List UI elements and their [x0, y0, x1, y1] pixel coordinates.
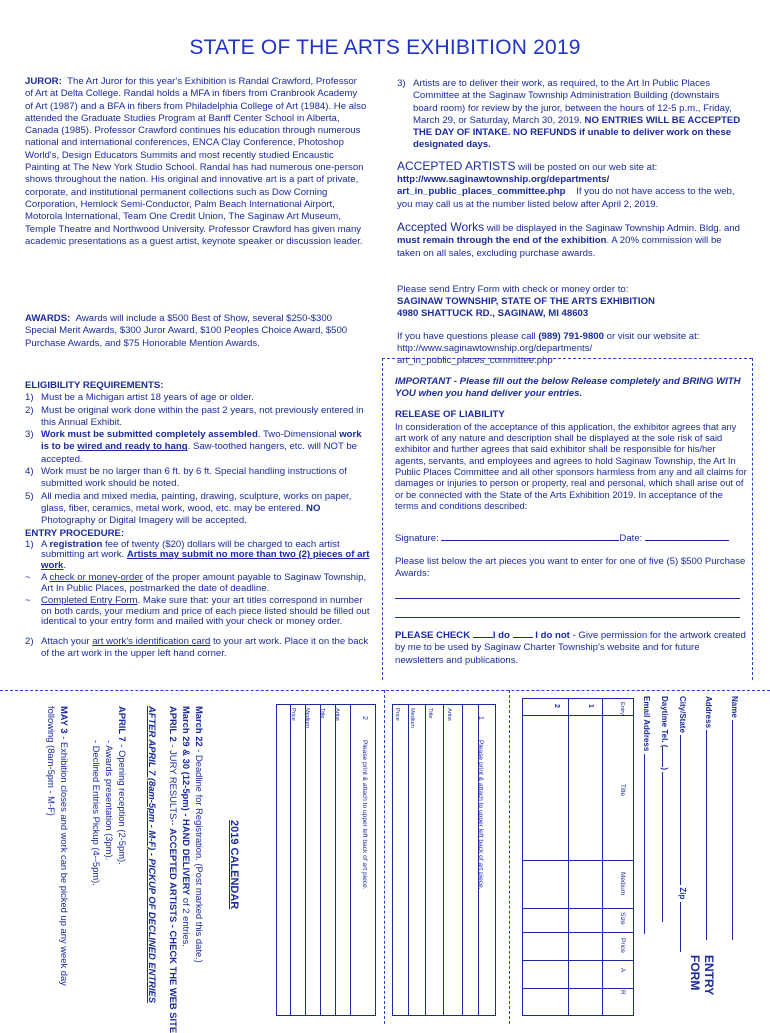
table-header-size: Size — [619, 912, 626, 925]
form-field-email[interactable]: Email Address — [640, 696, 652, 934]
card-instruction: Please print & attach to upper left back of art piece. — [361, 740, 368, 890]
eligibility-item: 1) Must be a Michigan artist 18 years of age or older. — [25, 392, 254, 404]
card-instruction: Please print & attach to upper left back of art piece. — [477, 740, 484, 890]
check-donot-box[interactable] — [513, 637, 533, 638]
right-column: 3) Artists are to deliver their work, as required, to the Art In Public Places Committee at the Saginaw Township Administration Building (downstairs board room) for review by the juror, between the hours of 12-5 p.m., Friday, March 29, or Saturday, March 30, 2019. NO ENTRIES WILL BE ACCEPTED THE DAY OF INTAKE. NO REFUNDS if unable to deliver work on these designated days. ACCEPTED ARTISTS will be posted on our web site at: http://www.saginawtownship.org/departments/ art_in_public_places_committee.php If you do not have access to the web, you may call us at the number listed below after April 2, 2019. Accepted Works will be displayed in the Saginaw Township Admin. Bldg. and must remain through the end of the exhibition. A 20% commission will be taken on all sales, excluding purchase awards. Please send Entry Form with check or money order to: SAGINAW TOWNSHIP, STATE OF THE ARTS EXHIBITION 4980 SHATTUCK RD., SAGINAW, MI 48603 If you have questions please call (989) 791-9800 or visit our website at: http://www.saginawtownship.org/departments/ art_in_public_places_committee.php — [397, 78, 743, 368]
eligibility-item: 3) Work must be submitted completely assembled. Two-Dimensional work is to be wired and ready to hang. Saw-toothed hangers, etc. will NOT be accepted. — [25, 429, 362, 465]
calendar-line: APRIL 2 - JURY RESULTS-- ACCEPTED ARTISTS - CHECK THE WEB SITE — [168, 706, 179, 1033]
date-field[interactable] — [645, 540, 729, 541]
eligibility-item: 5) All media and mixed media, painting, drawing, sculpture, works on paper, glass, fiber, ceramics, metal work, wood, etc. may be entered. NO Photography or Digital Imagery will be accepted. — [25, 490, 352, 527]
accepted-artists-heading: ACCEPTED ARTISTS — [397, 158, 516, 173]
entry-procedure-heading: ENTRY PROCEDURE: — [25, 527, 125, 539]
entry-item-3: ~ Completed Entry Form. Make sure that: your art titles correspond in number on both cards, your medium and price of each piece listed should be filled out identical to your entry form and mailed with your check or money order. — [25, 595, 370, 628]
website-link[interactable]: http://www.saginawtownship.org/departments/ art_in_public_places_committee.php — [397, 174, 610, 198]
card-field-line — [290, 704, 291, 1016]
entry-form-title: ENTRY FORM — [688, 955, 716, 996]
release-text: In consideration of the acceptance of this application, the exhibitor agrees that any art work of any nature and description shall be displayed at the sole risk of said exhibitor and further agrees that said exhibitor shall be responsible for his/her agents, servants, and employees and agrees to hold Saginaw Township, the Art In Public Places Committee and all other sponsors harmless from any and all claims for damages or injuries to person or property, real and personal, which shall arise out of or be connected with the State of the Arts Exhibition 2019. In acceptance of the terms and conditions described: — [395, 420, 747, 511]
juror-section — [25, 76, 367, 248]
card-field-line — [305, 704, 306, 1016]
check-do-box[interactable] — [473, 637, 493, 638]
send-text: Please send Entry Form with check or money order to: — [397, 283, 629, 295]
eligibility-item: 4) Work must be no larger than 6 ft. by 6 ft. Special handling instructions of submitted work should be noted. — [25, 466, 347, 490]
cut-line-cards — [384, 690, 385, 1024]
awards-text: Awards will include a $500 Best of Show, several $250-$300 Special Merit Awards, $300 Juror Award, $100 Peoples Choice Award, $500 Purchase Awards, and $75 Honorable Mention Awards. — [25, 313, 348, 349]
card-field-line — [443, 704, 444, 1016]
cut-line-vertical — [509, 690, 510, 1024]
release-border-right — [752, 358, 753, 680]
juror-label: JUROR: — [25, 76, 62, 87]
card-field-line — [350, 704, 351, 1016]
release-border-left — [382, 358, 383, 680]
table-header-a: A — [619, 968, 626, 973]
card-number: 1 — [477, 716, 484, 720]
card-number: 2 — [361, 716, 368, 720]
awards-label: AWARDS: — [25, 313, 71, 324]
card-field-line — [408, 704, 409, 1016]
calendar-title: 2019 CALENDAR — [228, 820, 240, 910]
card-field-label: Title — [319, 708, 325, 719]
table-header-medium: Medium — [619, 872, 626, 896]
send-address-line2: 4980 SHATTUCK RD., SAGINAW, MI 48603 — [397, 308, 589, 320]
card-field-label: Title — [427, 708, 433, 719]
table-header-price: Price — [619, 938, 626, 953]
card-field-label: Artist — [446, 708, 452, 721]
card-field-line — [425, 704, 426, 1016]
entry-item-4: 2) Attach your art work's identification card to your art work. Place it on the back of the art work in the upper left hand corner. — [25, 635, 369, 660]
entry-item-2: ~ A check or money-order of the proper amount payable to Saginaw Township, Art In Public Places, postmarked the date of deadline. — [25, 572, 367, 594]
form-field-phone[interactable]: Daytime Tel. () — [658, 696, 670, 922]
send-address-line1: SAGINAW TOWNSHIP, STATE OF THE ARTS EXHIBITION — [397, 296, 655, 308]
calendar-line: March 22 - Deadline for Registration. (Post marked this date.) — [194, 706, 205, 963]
card-field-label: Medium — [304, 708, 310, 728]
table-row-number: 1 — [587, 704, 594, 708]
card-field-line — [462, 704, 463, 1016]
card-field-line — [478, 704, 479, 1016]
entry-table-divider — [602, 698, 603, 1016]
award-entry-line-2[interactable] — [395, 607, 740, 618]
eligibility-item: 2) Must be original work done within the past 2 years, not previously entered in this Annual Exhibit. — [25, 404, 364, 428]
form-field-name[interactable]: Name — [728, 696, 740, 940]
signature-label: Signature: — [395, 533, 439, 545]
delivery-item: 3) Artists are to deliver their work, as required, to the Art In Public Places Committee at the Saginaw Township Administration Building (downstairs board room) for review by the juror, between the hours of 12-5 p.m., Friday, March 29, or Saturday, March 30, 2019. NO ENTRIES WILL BE ACCEPTED THE DAY OF INTAKE. NO REFUNDS if unable to deliver work on these designated days. — [397, 78, 741, 151]
card-field-label: Artist — [334, 708, 340, 721]
entry-item-1: 1) A registration fee of twenty ($20) dollars will be charged to each artist submitting art work. Artists may submit no more than two (2) pieces of art work. — [25, 538, 370, 571]
accepted-works-heading: Accepted Works — [397, 219, 485, 234]
eligibility-section — [25, 380, 370, 660]
card-field-line — [335, 704, 336, 1016]
entry-table-col-line — [522, 932, 634, 933]
calendar-line: - Awards presentation (3pm). — [104, 740, 115, 861]
card-field-label: Price — [394, 708, 400, 721]
juror-text: The Art Juror for this year's Exhibition is Randal Crawford, Professor of Art at Delta College. Randal holds a MFA in fibers from Cranbrook Academy of Art (1987) and a BFA in fibers from Philadelphia College of Art (1984). He also attended the Graduate Studies Program at Banff Center School in Alberta, Canada (1985). Professor Crawford continues his education through numerous national and international conferences, ENCA Clay Conference, Photoshop World's, Design Educators Summits and most recently studied Encaustic Painting at The New York Studio School. Randal has had numerous one-person shows throughout the nation. His original and innovative art is a part of private, corporate, and institutional permanent collections such as Dow Corning Corporation, Hemlock Semi-Conductor, Palm Beach International Airport, Motorola International, Team One Credit Union, The Saginaw Art Museum, Temple Theatre and Northwood University. Professor Crawford has given many academic presentations as a guest artist, keynote speaker or discussion leader. — [25, 76, 367, 247]
table-header-r: R — [619, 990, 626, 995]
card-field-label: Price — [290, 708, 296, 721]
calendar-line: - Declined Entries Pickup (4--5pm). — [91, 740, 102, 886]
entry-table-col-line — [522, 960, 634, 961]
eligibility-heading: ELIGIBILITY REQUIREMENTS: — [25, 380, 164, 391]
entry-table-divider — [568, 698, 569, 1016]
table-row-number: 2 — [553, 704, 560, 708]
list-instructions: Please list below the art pieces you want to enter for one of five (5) $500 Purchase Awards: — [395, 555, 746, 579]
entry-table-col-line — [522, 908, 634, 909]
entry-table-col-line — [522, 988, 634, 989]
signature-field[interactable] — [441, 540, 619, 541]
award-entry-line-1[interactable] — [395, 588, 740, 599]
calendar-line: following (8am-5pm - M-F) — [46, 706, 57, 816]
card-field-line — [320, 704, 321, 1016]
page-title: STATE OF THE ARTS EXHIBITION 2019 — [189, 36, 581, 59]
card-field-label: Medium — [409, 708, 415, 728]
calendar-line: March 29 & 30 (12-5pm) - HAND DELIVERY of 2 entries. — [181, 706, 192, 947]
release-border-top — [382, 358, 752, 359]
form-field-city[interactable]: City/State Zip — [676, 696, 688, 952]
entry-table-col-line — [522, 860, 634, 861]
important-note: IMPORTANT - Please fill out the below Release completely and BRING WITH YOU when you hand deliver your entries. — [395, 376, 741, 400]
table-header-title: Title — [619, 784, 626, 797]
form-field-address[interactable]: Address — [702, 696, 714, 940]
table-header-entry: Entry — [619, 702, 625, 716]
calendar-line: APRIL 7 - Opening reception (2-5pm). — [117, 706, 128, 865]
awards-section — [25, 313, 360, 350]
release-section: IMPORTANT - Please fill out the below Release completely and BRING WITH YOU when you hand deliver your entries. RELEASE OF LIABILITY In consideration of the acceptance of this application, the exhibitor agrees that any art work of any nature and description shall be displayed at the sole risk of said exhibitor and further agrees that said exhibitor shall be responsible for his/her agents, servants, and employees and agrees to hold Saginaw Township, the Art In Public Places Committee and all other sponsors harmless from any and all claims for damages or injuries to person or property, real and personal, which shall arise out of or be connected with the State of the Arts Exhibition 2019. In acceptance of the terms and conditions described: Signature: Date: Please list below the art pieces you want to enter for one of five (5) $500 Purchase Awards: PLEASE CHECK I do I do not - Give permission for the artwork created by me to be used by Saginaw Charter Township's website and for future newsletters and publications. — [395, 376, 747, 666]
phone-number: (989) 791-9800 — [538, 330, 604, 342]
date-label: Date: — [619, 533, 643, 545]
entry-table-col-line — [522, 715, 634, 716]
cut-line-horizontal — [0, 690, 770, 691]
release-heading: RELEASE OF LIABILITY — [395, 408, 505, 420]
calendar-line: AFTER APRIL 7 (8am-5pm - M-F) - PICKUP OF DECLINED ENTRIES — [147, 706, 158, 1004]
calendar-line: MAY 3 - Exhibition closes and work can be picked up any week day — [59, 706, 70, 986]
check-label: PLEASE CHECK — [395, 630, 471, 642]
